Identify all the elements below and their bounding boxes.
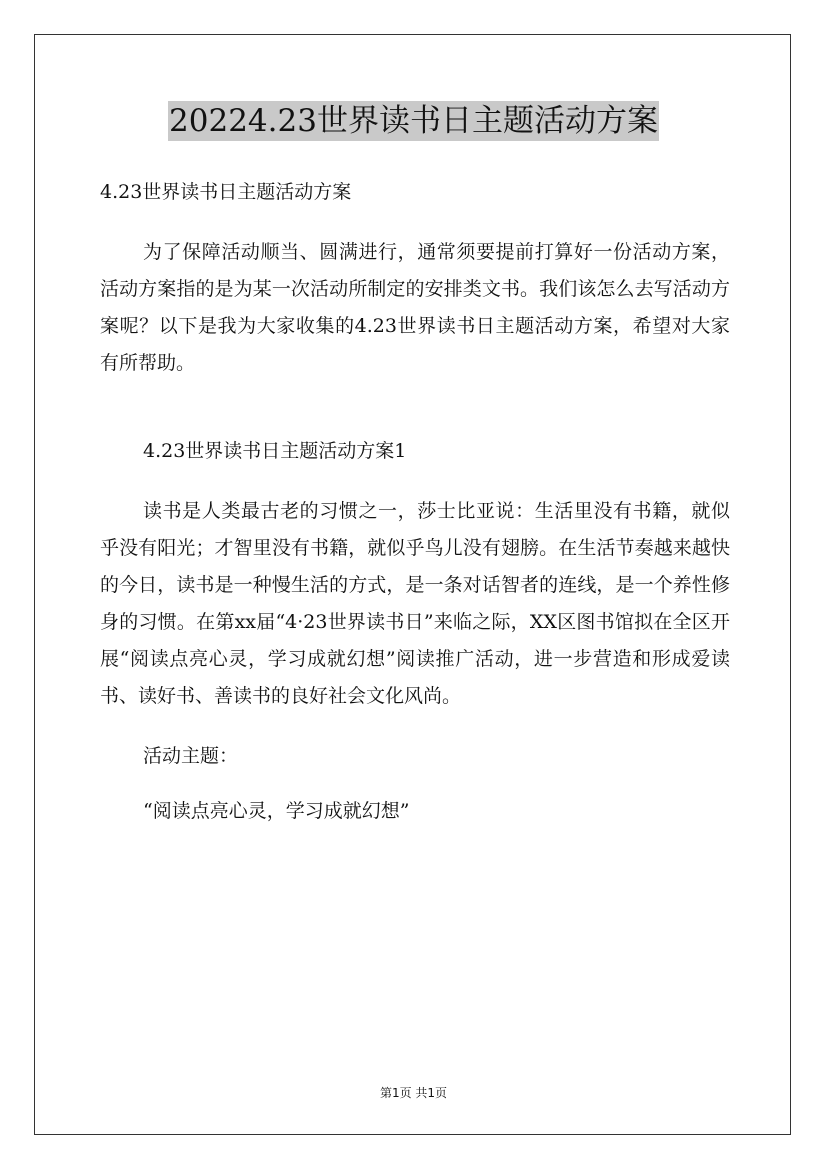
- body-paragraph: 读书是人类最古老的习惯之一，莎士比亚说：生活里没有书籍，就似乎没有阳光；才智里没有书籍，就似乎鸟儿没有翅膀。在生活节奏越来越快的今日，读书是一种慢生活的方式，是一条对话智者的连线，是一个养性修身的习惯。在第xx届“4·23世界读书日”来临之际，XX区图书馆拟在全区开展“阅读点亮心灵，学习成就幻想”阅读推广活动，进一步营造和形成爱读书、读好书、善读书的良好社会文化风尚。: [100, 500, 730, 707]
- theme-value: “阅读点亮心灵，学习成就幻想”: [143, 800, 410, 822]
- document-body: [100, 174, 730, 830]
- document-title: 20224.23世界读书日主题活动方案: [169, 103, 658, 139]
- theme-label: 活动主题：: [143, 745, 239, 767]
- section-heading: 4.23世界读书日主题活动方案1: [143, 440, 407, 462]
- page-number: 第1页 共1页: [379, 1086, 448, 1100]
- document-subtitle: 4.23世界读书日主题活动方案: [100, 181, 352, 203]
- document-title-container: [0, 101, 827, 141]
- intro-paragraph: 为了保障活动顺当、圆满进行，通常须要提前打算好一份活动方案，活动方案指的是为某一次活动所制定的安排类文书。我们该怎么去写活动方案呢？以下是我为大家收集的4.23世界读书日主题活动方案，希望对大家有所帮助。: [100, 241, 730, 374]
- page-footer: [0, 1084, 827, 1101]
